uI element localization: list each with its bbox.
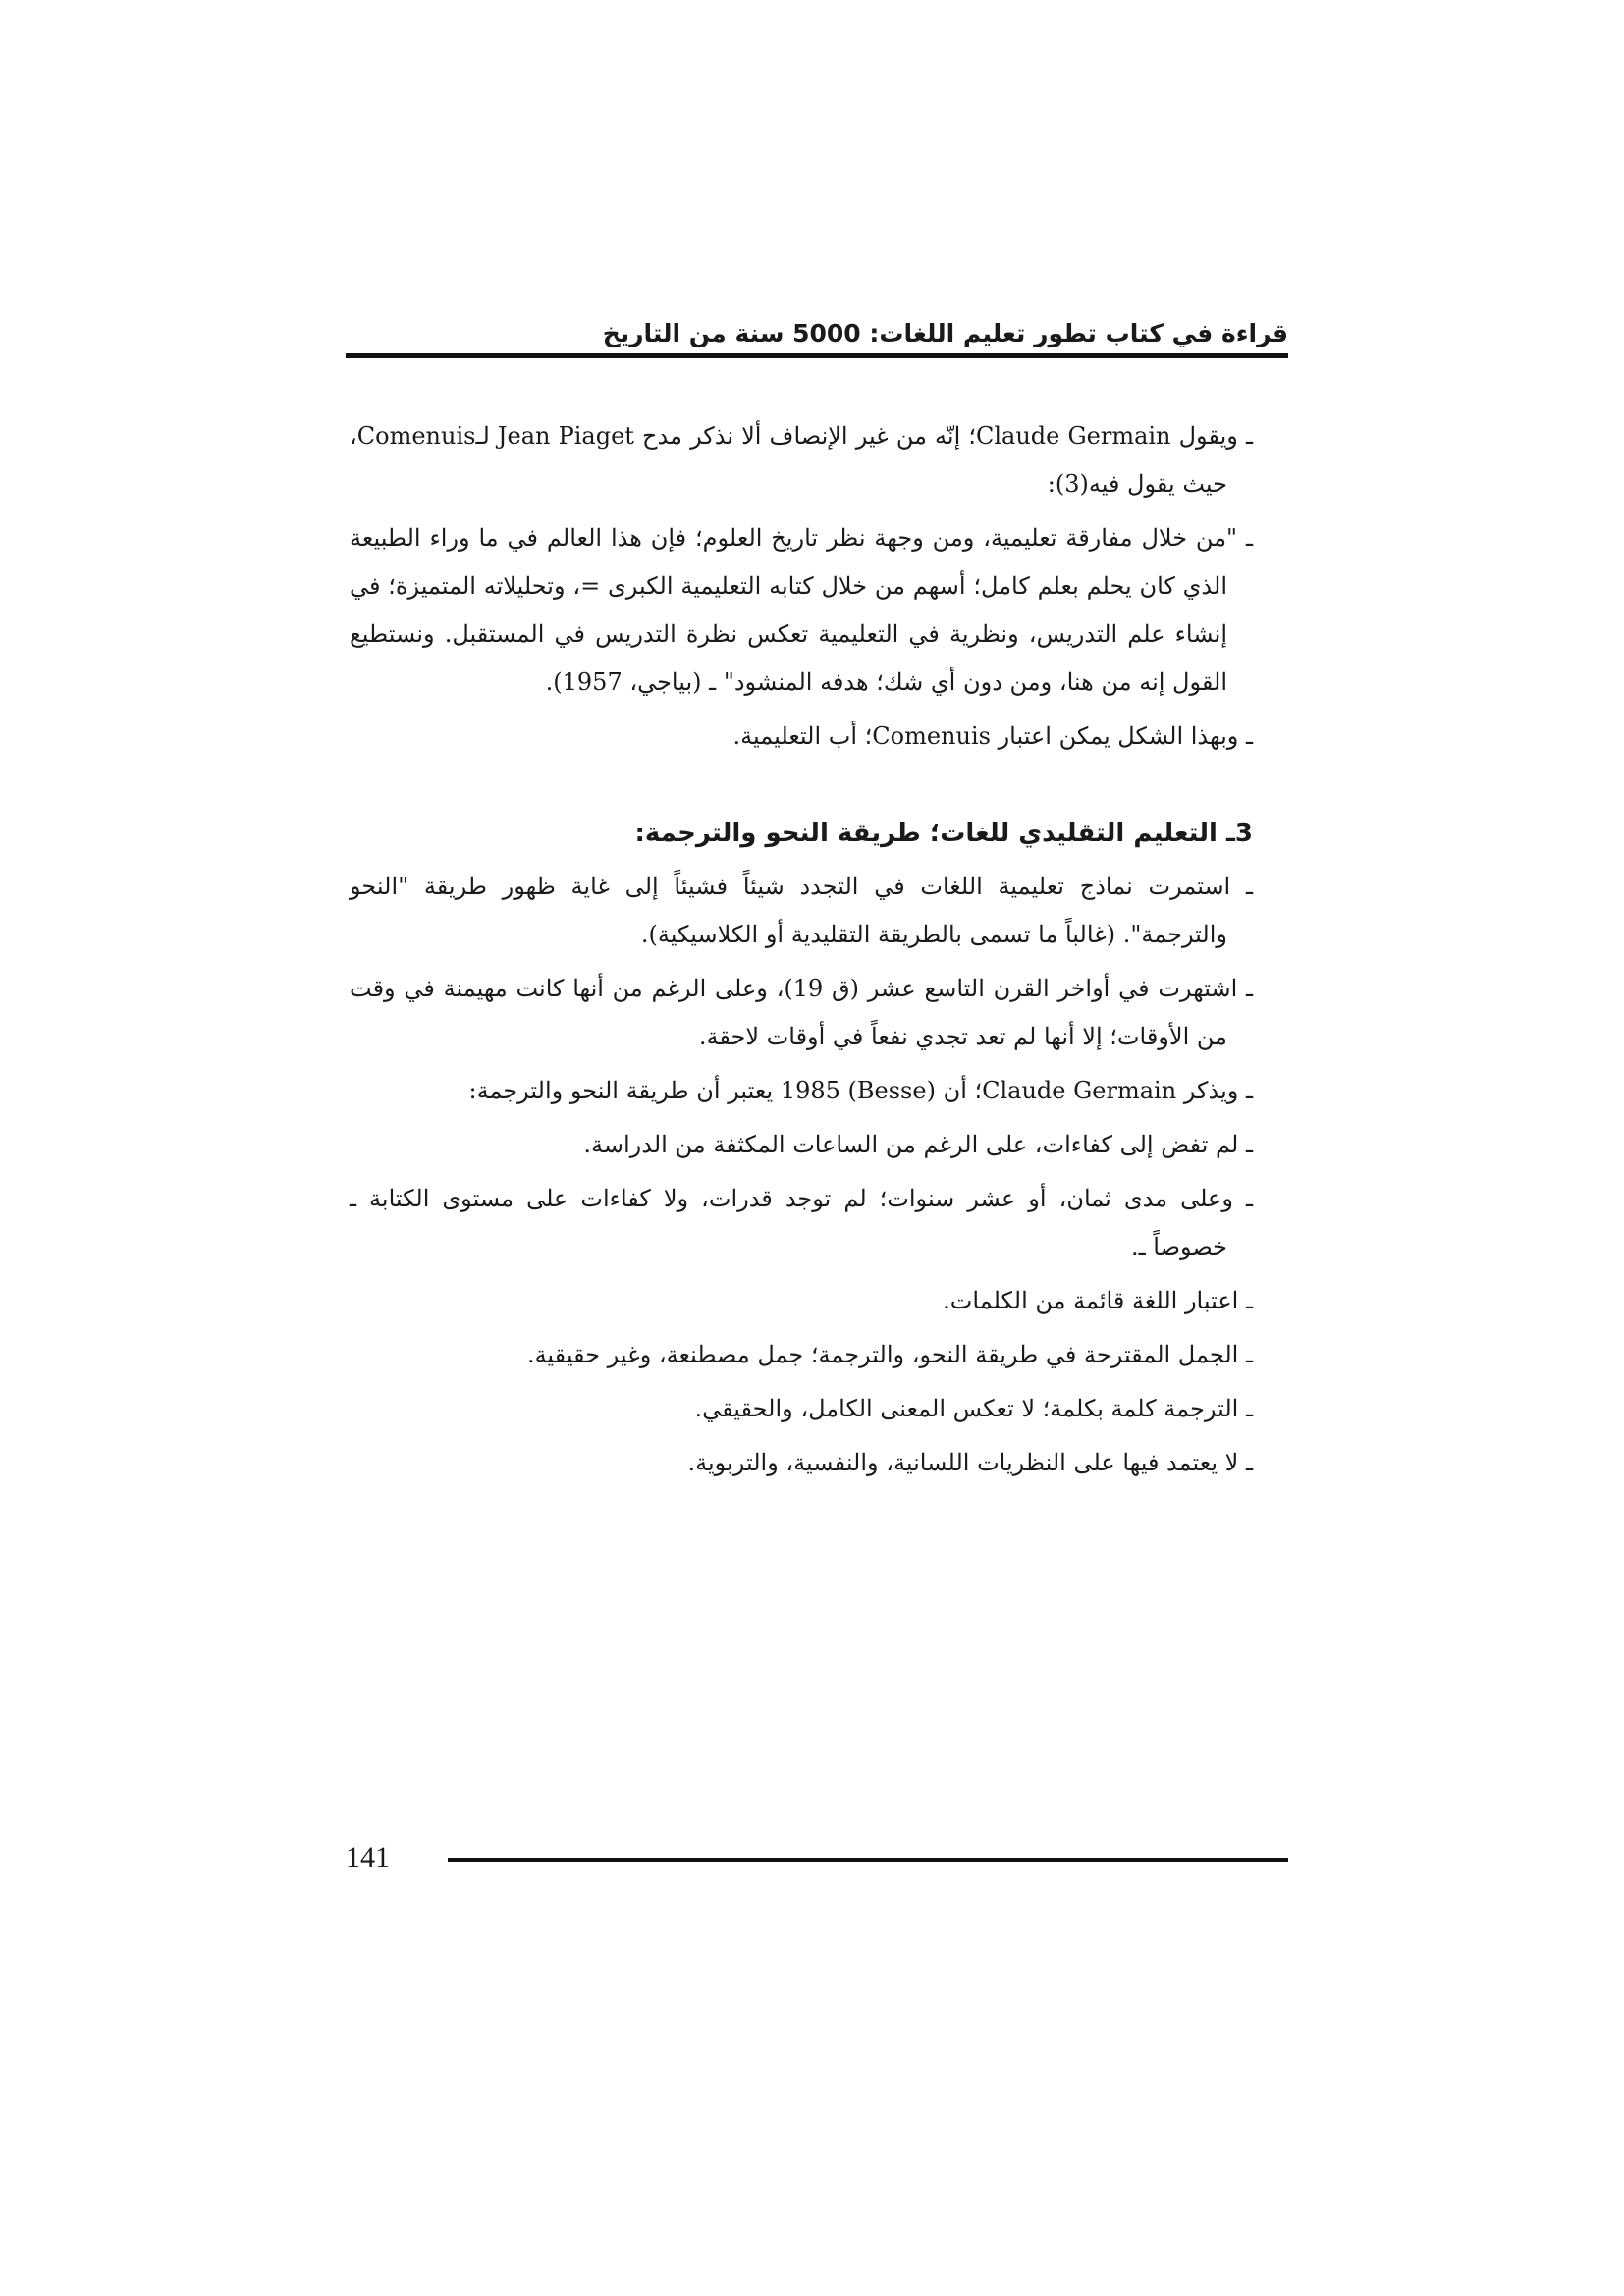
- header-rule: [346, 353, 1288, 358]
- paragraph-comenius-father: ـ وبهذا الشكل يمكن اعتبار Comenuis؛ أب التعليمية.: [732, 722, 1253, 750]
- list-item-word-list: ـ اعتبار اللغة قائمة من الكلمات.: [943, 1287, 1253, 1314]
- paragraph-19th-century: ـ اشتهرت في أواخر القرن التاسع عشر (ق 19)، وعلى الرغم من أنها كانت مهيمنة في وقت من الأوقات؛ إلا أنها لم تعد تجدي نفعاً في أوقات لاحقة.: [350, 975, 1254, 1050]
- section-heading: 3ـ التعليم التقليدي للغات؛ طريقة النحو والترجمة:: [634, 819, 1253, 848]
- running-header: قراءة في كتاب تطور تعليم اللغات: 5000 سنة من التاريخ: [602, 319, 1288, 347]
- list-item-word-by-word: ـ الترجمة كلمة بكلمة؛ لا تعكس المعنى الكامل، والحقيقي.: [694, 1395, 1253, 1422]
- paragraph-germain-piaget: ـ ويقول Claude Germain؛ إنّه من غير الإنصاف ألا نذكر مدح Jean Piaget لـComenuis، حيث يقول فيه(3):: [350, 422, 1253, 498]
- body-text: [350, 412, 1253, 1493]
- paragraph-piaget-quote: ـ "من خلال مفارقة تعليمية، ومن وجهة نظر تاريخ العلوم؛ فإن هذا العالم في ما وراء الطبيعة الذي كان يحلم بعلم كامل؛ أسهم من خلال كتابه التعليمية الكبرى =، وتحليلاته المتميزة؛ في إنشاء علم التدريس، ونظرية في التعليمية تعكس نظرة التدريس في المستقبل. ونستطيع القول إنه من هنا، ومن دون أي شك؛ هدفه المنشود" ـ (بياجي، 1957).: [350, 524, 1253, 696]
- footer-rule: [448, 1858, 1288, 1862]
- list-item-no-competence: ـ لم تفض إلى كفاءات، على الرغم من الساعات المكثفة من الدراسة.: [583, 1131, 1253, 1158]
- paragraph-models-continued: ـ استمرت نماذج تعليمية اللغات في التجدد شيئاً فشيئاً إلى غاية ظهور طريقة "النحو والترجمة". (غالباً ما تسمى بالطريقة التقليدية أو الكلاسيكية).: [350, 873, 1253, 948]
- page-number: 141: [346, 1842, 390, 1874]
- list-item-artificial-sentences: ـ الجمل المقترحة في طريقة النحو، والترجمة؛ جمل مصطنعة، وغير حقيقية.: [526, 1341, 1253, 1368]
- list-item-no-theory: ـ لا يعتمد فيها على النظريات اللسانية، والنفسية، والتربوية.: [687, 1449, 1253, 1476]
- paragraph-besse: ـ ويذكر Claude Germain؛ أن (Besse) 1985 يعتبر أن طريقة النحو والترجمة:: [468, 1077, 1253, 1104]
- list-item-eight-ten-years: ـ وعلى مدى ثمان، أو عشر سنوات؛ لم توجد قدرات، ولا كفاءات على مستوى الكتابة ـ خصوصاً ـ.: [350, 1185, 1253, 1260]
